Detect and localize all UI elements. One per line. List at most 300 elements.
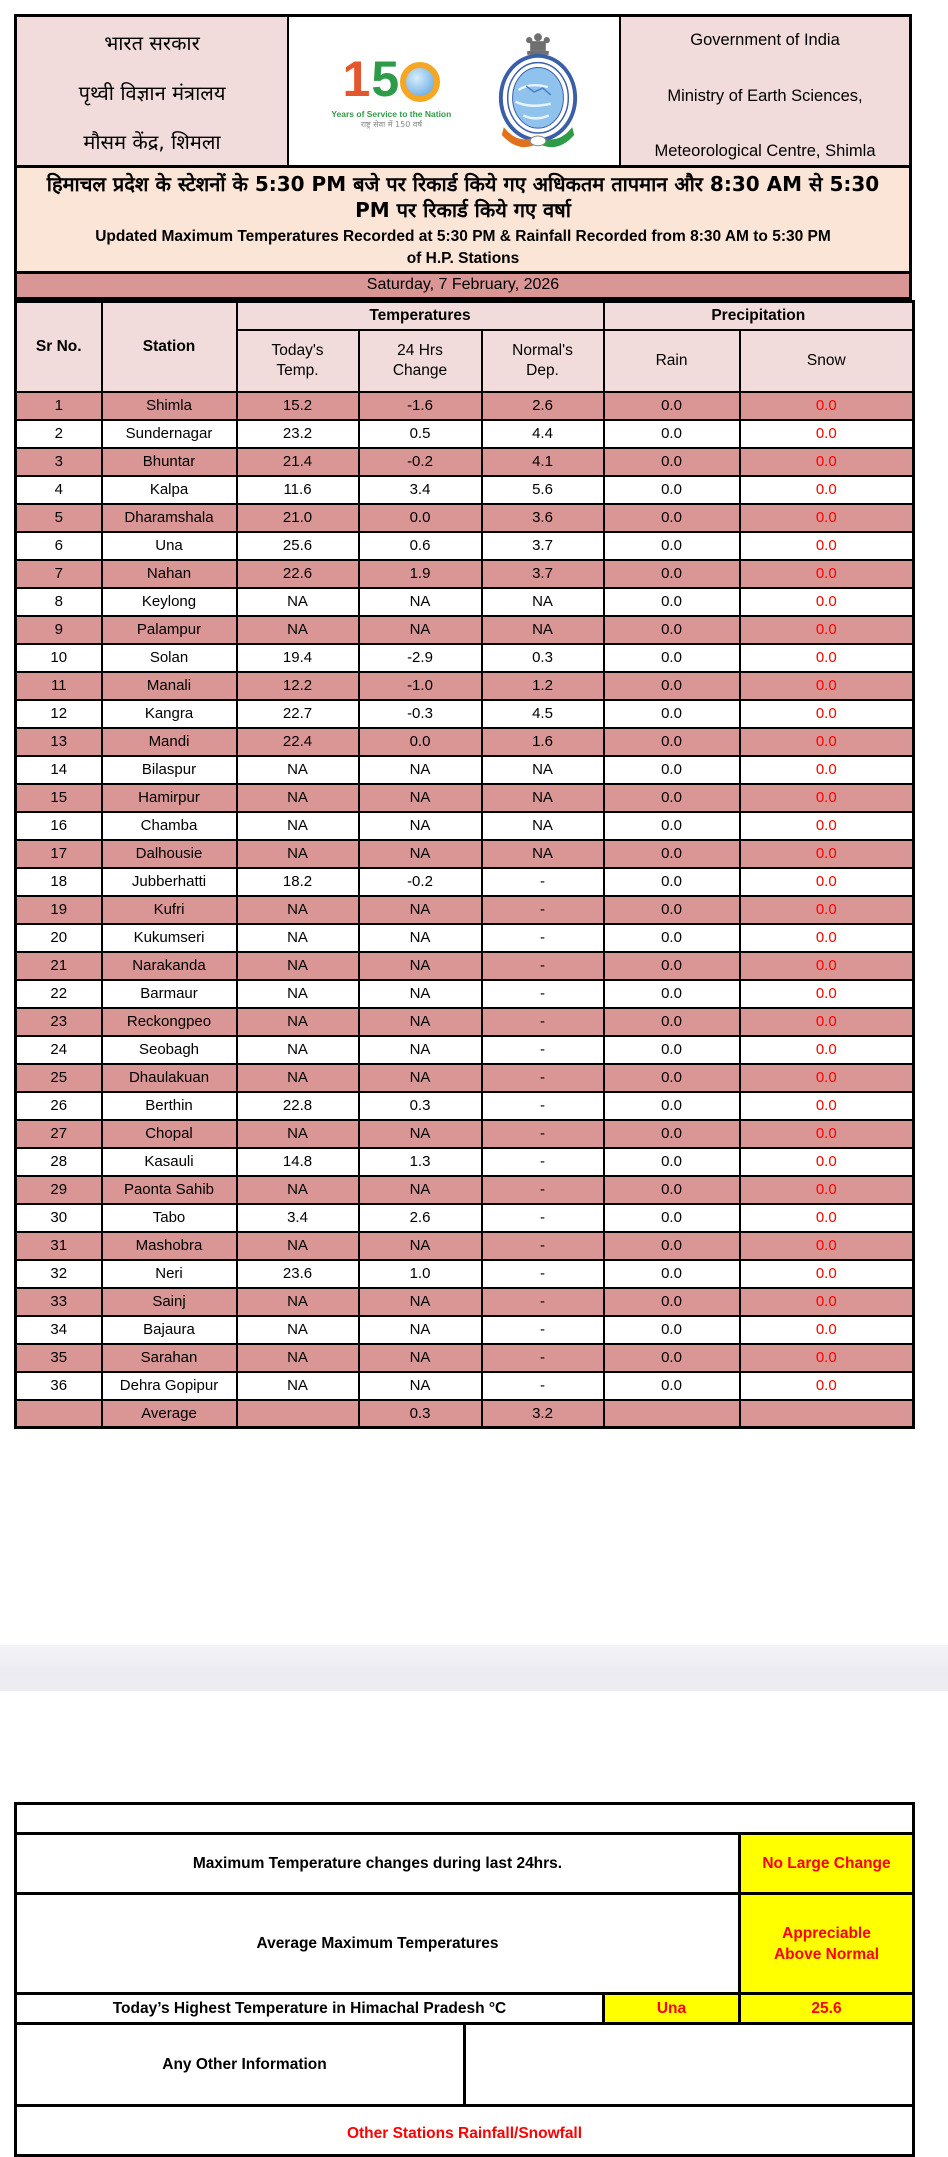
cell-snow: 0.0	[740, 952, 914, 980]
cell-change: -2.9	[359, 644, 482, 672]
cell-today: NA	[237, 812, 359, 840]
cell-station: Kalpa	[102, 476, 237, 504]
cell-snow: 0.0	[740, 1092, 914, 1120]
cell-snow: 0.0	[740, 532, 914, 560]
cell-sr: 32	[16, 1260, 102, 1288]
cell-sr: 27	[16, 1120, 102, 1148]
cell-change: 0.0	[359, 728, 482, 756]
cell-snow: 0.0	[740, 616, 914, 644]
cell-change: NA	[359, 784, 482, 812]
cell-station: Shimla	[102, 392, 237, 420]
cell-change: NA	[359, 1288, 482, 1316]
summary-table	[14, 1802, 915, 2157]
cell-station: Neri	[102, 1260, 237, 1288]
cell-normal: NA	[482, 616, 604, 644]
cell-rain: 0.0	[604, 756, 740, 784]
cell-change: -0.2	[359, 448, 482, 476]
summary-row-avg-max	[16, 1894, 914, 1994]
cell-change: 1.0	[359, 1260, 482, 1288]
cell-rain: 0.0	[604, 868, 740, 896]
cell-today: NA	[237, 840, 359, 868]
cell-today: 19.4	[237, 644, 359, 672]
station-row	[16, 1176, 914, 1204]
cell-today: 23.2	[237, 420, 359, 448]
cell-station: Solan	[102, 644, 237, 672]
cell-change: 0.0	[359, 504, 482, 532]
cell-today: 22.4	[237, 728, 359, 756]
cell-today: NA	[237, 1176, 359, 1204]
cell-station: Keylong	[102, 588, 237, 616]
cell-station: Sundernagar	[102, 420, 237, 448]
ministry-line: Ministry of Earth Sciences,	[667, 86, 863, 105]
cell-change: 2.6	[359, 1204, 482, 1232]
cell-rain: 0.0	[604, 700, 740, 728]
cell-normal: -	[482, 868, 604, 896]
station-row	[16, 1344, 914, 1372]
cell-rain: 0.0	[604, 1232, 740, 1260]
cell-sr: 36	[16, 1372, 102, 1400]
station-row	[16, 1092, 914, 1120]
station-row	[16, 616, 914, 644]
summary-value-avg-max: Appreciable Above Normal	[740, 1894, 914, 1994]
cell-sr: 15	[16, 784, 102, 812]
cell-change: NA	[359, 840, 482, 868]
summary-row-other-info	[16, 2024, 914, 2106]
cell-rain: 0.0	[604, 448, 740, 476]
cell-snow: 0.0	[740, 756, 914, 784]
cell-average-snow	[740, 1400, 914, 1428]
cell-sr: 21	[16, 952, 102, 980]
group-header-precipitation: Precipitation	[604, 302, 914, 330]
cell-sr: 29	[16, 1176, 102, 1204]
cell-rain: 0.0	[604, 952, 740, 980]
cell-change: NA	[359, 1316, 482, 1344]
cell-change: -1.0	[359, 672, 482, 700]
cell-change: NA	[359, 1064, 482, 1092]
cell-station: Bilaspur	[102, 756, 237, 784]
cell-today: NA	[237, 896, 359, 924]
cell-station: Reckongpeo	[102, 1008, 237, 1036]
station-row	[16, 952, 914, 980]
station-row	[16, 560, 914, 588]
cell-normal: 5.6	[482, 476, 604, 504]
average-row	[16, 1400, 914, 1428]
cell-station: Tabo	[102, 1204, 237, 1232]
cell-normal: -	[482, 1008, 604, 1036]
page-gap-band	[0, 1645, 948, 1691]
cell-rain: 0.0	[604, 1148, 740, 1176]
imd-emblem-icon	[494, 29, 582, 153]
summary-footer-row	[16, 2106, 914, 2156]
cell-rain: 0.0	[604, 924, 740, 952]
cell-change: NA	[359, 896, 482, 924]
cell-snow: 0.0	[740, 504, 914, 532]
cell-normal: 4.5	[482, 700, 604, 728]
letterhead-hindi	[17, 17, 289, 165]
cell-snow: 0.0	[740, 672, 914, 700]
col-header-todays-temp: Today's Temp.	[237, 330, 359, 392]
cell-average-today	[237, 1400, 359, 1428]
station-row	[16, 392, 914, 420]
cell-snow: 0.0	[740, 1036, 914, 1064]
cell-station: Palampur	[102, 616, 237, 644]
cell-today: 23.6	[237, 1260, 359, 1288]
cell-normal: -	[482, 1344, 604, 1372]
cell-normal: NA	[482, 840, 604, 868]
weather-bulletin	[14, 14, 912, 1429]
letterhead-logos	[289, 17, 621, 165]
cell-snow: 0.0	[740, 560, 914, 588]
cell-sr: 23	[16, 1008, 102, 1036]
cell-station: Hamirpur	[102, 784, 237, 812]
cell-today: NA	[237, 784, 359, 812]
cell-normal: -	[482, 1176, 604, 1204]
cell-rain: 0.0	[604, 812, 740, 840]
station-row	[16, 448, 914, 476]
cell-snow: 0.0	[740, 728, 914, 756]
globe-zero-icon	[400, 62, 440, 102]
cell-today: 21.0	[237, 504, 359, 532]
station-row	[16, 1288, 914, 1316]
cell-normal: NA	[482, 588, 604, 616]
cell-station: Berthin	[102, 1092, 237, 1120]
summary-highest-temp-station: Una	[604, 1994, 740, 2024]
cell-normal: -	[482, 1372, 604, 1400]
cell-station: Kukumseri	[102, 924, 237, 952]
cell-sr: 9	[16, 616, 102, 644]
summary-footer-title: Other Stations Rainfall/Snowfall	[16, 2106, 914, 2156]
cell-snow: 0.0	[740, 1008, 914, 1036]
cell-change: NA	[359, 1008, 482, 1036]
cell-change: NA	[359, 1344, 482, 1372]
hindi-centre-line: मौसम केंद्र, शिमला	[83, 130, 221, 154]
cell-station: Chopal	[102, 1120, 237, 1148]
cell-change: 1.3	[359, 1148, 482, 1176]
cell-sr: 2	[16, 420, 102, 448]
cell-today: 18.2	[237, 868, 359, 896]
cell-rain: 0.0	[604, 560, 740, 588]
cell-change: NA	[359, 1176, 482, 1204]
station-row	[16, 1008, 914, 1036]
cell-rain: 0.0	[604, 1036, 740, 1064]
cell-change: 0.3	[359, 1092, 482, 1120]
summary-value-other-info	[465, 2024, 914, 2106]
summary-highest-temp-value: 25.6	[740, 1994, 914, 2024]
cell-sr: 12	[16, 700, 102, 728]
cell-rain: 0.0	[604, 728, 740, 756]
cell-normal: 4.1	[482, 448, 604, 476]
cell-normal: -	[482, 1092, 604, 1120]
cell-today: NA	[237, 1316, 359, 1344]
cell-today: NA	[237, 1372, 359, 1400]
cell-station: Mandi	[102, 728, 237, 756]
cell-average-label: Average	[102, 1400, 237, 1428]
cell-station: Kangra	[102, 700, 237, 728]
cell-change: NA	[359, 1120, 482, 1148]
col-header-snow: Snow	[740, 330, 914, 392]
cell-snow: 0.0	[740, 1176, 914, 1204]
cell-sr: 4	[16, 476, 102, 504]
cell-normal: 2.6	[482, 392, 604, 420]
cell-change: 0.6	[359, 532, 482, 560]
station-row	[16, 812, 914, 840]
cell-normal: -	[482, 1148, 604, 1176]
cell-change: 3.4	[359, 476, 482, 504]
cell-average-sr	[16, 1400, 102, 1428]
cell-station: Kasauli	[102, 1148, 237, 1176]
cell-normal: -	[482, 1316, 604, 1344]
cell-normal: -	[482, 1232, 604, 1260]
cell-today: 11.6	[237, 476, 359, 504]
cell-rain: 0.0	[604, 1092, 740, 1120]
cell-change: NA	[359, 756, 482, 784]
cell-today: 25.6	[237, 532, 359, 560]
cell-rain: 0.0	[604, 980, 740, 1008]
cell-rain: 0.0	[604, 1008, 740, 1036]
cell-change: -1.6	[359, 392, 482, 420]
cell-sr: 19	[16, 896, 102, 924]
cell-sr: 30	[16, 1204, 102, 1232]
summary-label-avg-max: Average Maximum Temperatures	[16, 1894, 740, 1994]
cell-today: 21.4	[237, 448, 359, 476]
hindi-ministry-line: पृथ्वी विज्ञान मंत्रालय	[78, 80, 226, 105]
cell-average-normal: 3.2	[482, 1400, 604, 1428]
cell-normal: -	[482, 1036, 604, 1064]
summary-label-highest-temp: Today’s Highest Temperature in Himachal Pradesh °C	[16, 1994, 604, 2024]
cell-rain: 0.0	[604, 1260, 740, 1288]
station-row	[16, 532, 914, 560]
cell-change: 0.5	[359, 420, 482, 448]
cell-rain: 0.0	[604, 392, 740, 420]
cell-snow: 0.0	[740, 924, 914, 952]
cell-snow: 0.0	[740, 588, 914, 616]
station-row	[16, 840, 914, 868]
gov-of-india-line: Government of India	[690, 31, 840, 49]
summary-row-highest-temp	[16, 1994, 914, 2024]
cell-change: NA	[359, 980, 482, 1008]
cell-today: NA	[237, 952, 359, 980]
cell-today: NA	[237, 1064, 359, 1092]
station-row	[16, 756, 914, 784]
hindi-gov-line: भारत सरकार	[104, 31, 200, 55]
station-row	[16, 1036, 914, 1064]
cell-sr: 13	[16, 728, 102, 756]
cell-change: -0.2	[359, 868, 482, 896]
cell-sr: 7	[16, 560, 102, 588]
station-row	[16, 1232, 914, 1260]
cell-today: NA	[237, 924, 359, 952]
cell-snow: 0.0	[740, 1372, 914, 1400]
cell-normal: -	[482, 980, 604, 1008]
cell-snow: 0.0	[740, 1064, 914, 1092]
cell-today: NA	[237, 1036, 359, 1064]
letterhead-english	[621, 17, 909, 165]
logo150-digits: 15	[326, 53, 456, 105]
cell-rain: 0.0	[604, 1288, 740, 1316]
cell-snow: 0.0	[740, 784, 914, 812]
cell-normal: 0.3	[482, 644, 604, 672]
cell-sr: 6	[16, 532, 102, 560]
summary-label-max-change: Maximum Temperature changes during last 24hrs.	[16, 1834, 740, 1894]
cell-sr: 26	[16, 1092, 102, 1120]
cell-rain: 0.0	[604, 784, 740, 812]
summary-empty-row	[16, 1804, 914, 1834]
cell-sr: 18	[16, 868, 102, 896]
cell-snow: 0.0	[740, 1120, 914, 1148]
col-header-normals-dep: Normal's Dep.	[482, 330, 604, 392]
cell-sr: 17	[16, 840, 102, 868]
cell-snow: 0.0	[740, 1260, 914, 1288]
title-english: Updated Maximum Temperatures Recorded at 5:30 PM & Rainfall Recorded from 8:30 AM to 5:30 PM of H.P. Stations	[95, 228, 831, 267]
station-row	[16, 588, 914, 616]
station-row	[16, 1372, 914, 1400]
cell-today: 12.2	[237, 672, 359, 700]
cell-sr: 25	[16, 1064, 102, 1092]
col-header-sr-no: Sr No.	[16, 302, 102, 392]
cell-today: NA	[237, 1344, 359, 1372]
cell-station: Bajaura	[102, 1316, 237, 1344]
station-row	[16, 1316, 914, 1344]
station-row	[16, 504, 914, 532]
150-years-logo	[326, 50, 456, 130]
cell-normal: -	[482, 1288, 604, 1316]
cell-station: Manali	[102, 672, 237, 700]
cell-snow: 0.0	[740, 420, 914, 448]
cell-station: Dharamshala	[102, 504, 237, 532]
logo150-tagline-hindi: राष्ट्र सेवा में 150 वर्ष	[360, 119, 422, 129]
cell-snow: 0.0	[740, 448, 914, 476]
cell-today: NA	[237, 1288, 359, 1316]
cell-normal: 3.7	[482, 560, 604, 588]
cell-sr: 33	[16, 1288, 102, 1316]
station-row	[16, 784, 914, 812]
station-row	[16, 1064, 914, 1092]
cell-sr: 14	[16, 756, 102, 784]
cell-normal: NA	[482, 756, 604, 784]
col-header-24hrs-change: 24 Hrs Change	[359, 330, 482, 392]
cell-snow: 0.0	[740, 1204, 914, 1232]
cell-snow: 0.0	[740, 700, 914, 728]
cell-change: NA	[359, 812, 482, 840]
cell-normal: -	[482, 1260, 604, 1288]
cell-sr: 28	[16, 1148, 102, 1176]
cell-station: Paonta Sahib	[102, 1176, 237, 1204]
cell-sr: 10	[16, 644, 102, 672]
cell-snow: 0.0	[740, 644, 914, 672]
cell-change: NA	[359, 1036, 482, 1064]
station-row	[16, 868, 914, 896]
cell-rain: 0.0	[604, 1372, 740, 1400]
cell-rain: 0.0	[604, 644, 740, 672]
cell-station: Sainj	[102, 1288, 237, 1316]
cell-normal: 3.7	[482, 532, 604, 560]
station-row	[16, 924, 914, 952]
station-row	[16, 728, 914, 756]
cell-today: NA	[237, 1008, 359, 1036]
station-row	[16, 1204, 914, 1232]
station-data-table	[14, 300, 915, 1429]
cell-sr: 34	[16, 1316, 102, 1344]
cell-station: Narakanda	[102, 952, 237, 980]
cell-rain: 0.0	[604, 504, 740, 532]
summary-value-max-change: No Large Change	[740, 1834, 914, 1894]
cell-station: Una	[102, 532, 237, 560]
cell-station: Sarahan	[102, 1344, 237, 1372]
cell-today: NA	[237, 980, 359, 1008]
cell-station: Jubberhatti	[102, 868, 237, 896]
cell-normal: 3.6	[482, 504, 604, 532]
cell-today: 3.4	[237, 1204, 359, 1232]
cell-station: Nahan	[102, 560, 237, 588]
cell-station: Dehra Gopipur	[102, 1372, 237, 1400]
cell-normal: NA	[482, 784, 604, 812]
cell-sr: 35	[16, 1344, 102, 1372]
cell-change: NA	[359, 924, 482, 952]
cell-today: NA	[237, 756, 359, 784]
cell-snow: 0.0	[740, 840, 914, 868]
cell-rain: 0.0	[604, 672, 740, 700]
cell-normal: 1.6	[482, 728, 604, 756]
cell-normal: NA	[482, 812, 604, 840]
cell-snow: 0.0	[740, 1148, 914, 1176]
cell-snow: 0.0	[740, 1288, 914, 1316]
cell-change: -0.3	[359, 700, 482, 728]
col-header-station: Station	[102, 302, 237, 392]
station-row	[16, 896, 914, 924]
cell-sr: 8	[16, 588, 102, 616]
cell-station: Kufri	[102, 896, 237, 924]
cell-change: NA	[359, 588, 482, 616]
cell-change: NA	[359, 616, 482, 644]
cell-rain: 0.0	[604, 588, 740, 616]
cell-station: Bhuntar	[102, 448, 237, 476]
cell-change: NA	[359, 1232, 482, 1260]
cell-station: Dhaulakuan	[102, 1064, 237, 1092]
cell-snow: 0.0	[740, 1344, 914, 1372]
cell-station: Dalhousie	[102, 840, 237, 868]
cell-sr: 22	[16, 980, 102, 1008]
station-row	[16, 1260, 914, 1288]
cell-sr: 11	[16, 672, 102, 700]
cell-rain: 0.0	[604, 532, 740, 560]
cell-today: 22.6	[237, 560, 359, 588]
cell-change: NA	[359, 1372, 482, 1400]
station-row	[16, 644, 914, 672]
cell-today: NA	[237, 1232, 359, 1260]
bulletin-title	[14, 168, 912, 274]
cell-rain: 0.0	[604, 616, 740, 644]
cell-snow: 0.0	[740, 392, 914, 420]
cell-rain: 0.0	[604, 896, 740, 924]
cell-rain: 0.0	[604, 1344, 740, 1372]
summary-label-other-info: Any Other Information	[16, 2024, 465, 2106]
col-header-rain: Rain	[604, 330, 740, 392]
summary-row-max-change	[16, 1834, 914, 1894]
cell-snow: 0.0	[740, 896, 914, 924]
cell-change: NA	[359, 952, 482, 980]
cell-rain: 0.0	[604, 476, 740, 504]
cell-sr: 24	[16, 1036, 102, 1064]
station-row	[16, 1120, 914, 1148]
cell-snow: 0.0	[740, 868, 914, 896]
station-row	[16, 420, 914, 448]
bulletin-date: Saturday, 7 February, 2026	[14, 274, 912, 300]
cell-sr: 5	[16, 504, 102, 532]
met-centre-line: Meteorological Centre, Shimla	[654, 142, 876, 160]
cell-normal: -	[482, 896, 604, 924]
cell-today: 14.8	[237, 1148, 359, 1176]
cell-station: Chamba	[102, 812, 237, 840]
